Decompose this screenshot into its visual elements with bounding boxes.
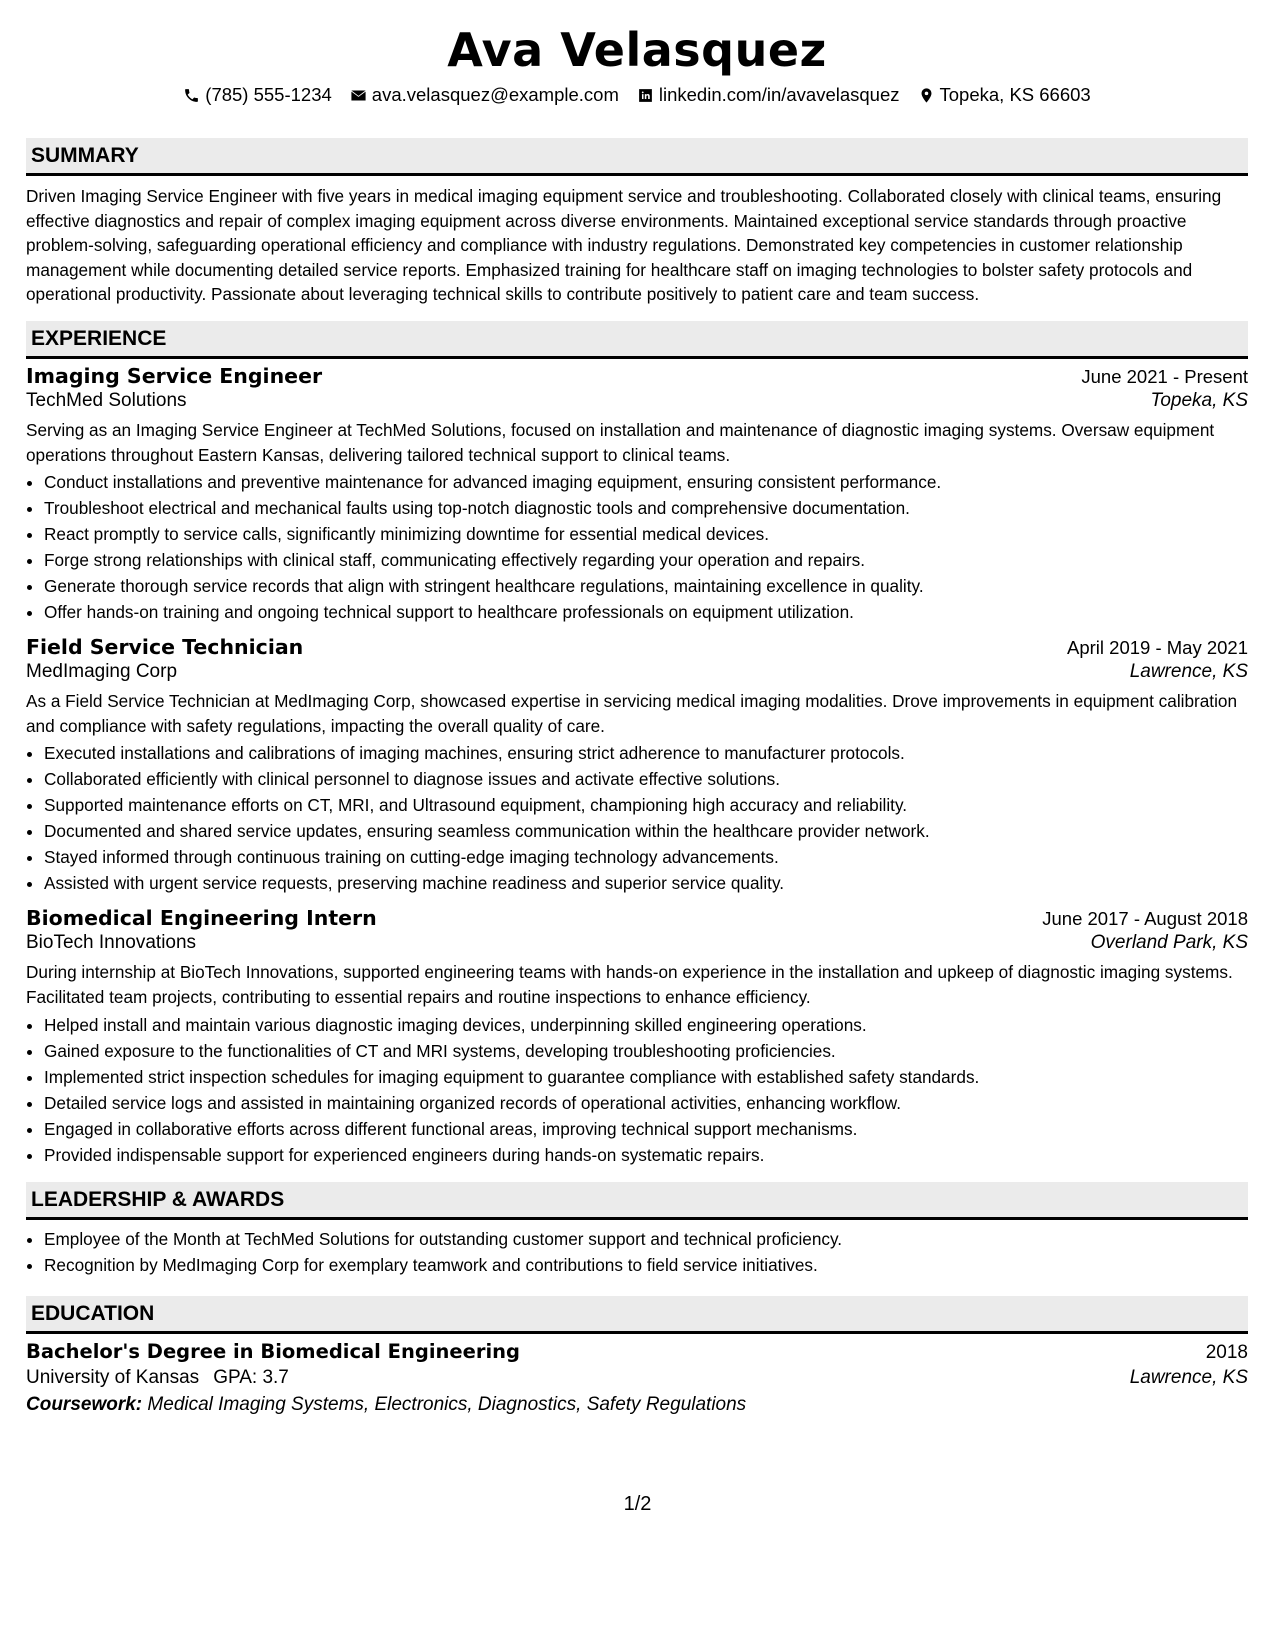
candidate-name: Ava Velasquez <box>447 23 827 77</box>
list-item: • Engaged in collaborative efforts across different functional areas, improving technical support mechanisms. <box>44 1116 1248 1142</box>
map-pin-icon <box>918 87 935 104</box>
list-item: • Offer hands-on training and ongoing technical support to healthcare professionals on equipment utilization. <box>44 599 1248 625</box>
education-section <box>26 1296 1248 1416</box>
summary-text: Driven Imaging Service Engineer with five years in medical imaging equipment service and troubleshooting. Collaborated closely with clinical teams, ensuring effective diagnostics and repair of complex imaging equipment across diverse environments. Maintained exceptional service standards through proactive problem-solving, safeguarding operational efficiency and compliance with industry regulations. Demonstrated key competencies in customer relationship management while documenting detailed service reports. Emphasized training for healthcare staff on imaging technologies to bolster safety protocols and operational productivity. Passionate about leveraging technical skills to contribute positively to patient care and team success. <box>26 186 1222 305</box>
job-company: MedImaging Corp <box>26 661 178 683</box>
page-number: 1/2 <box>623 1493 652 1515</box>
job-description: Serving as an Imaging Service Engineer at TechMed Solutions, focused on installation and maintenance of diagnostic imaging systems. Oversaw equipment operations throughout Eastern Kansas, delivering tailored technical support to clinical teams. <box>26 419 1215 465</box>
coursework-text: Medical Imaging Systems, Electronics, Diagnostics, Safety Regulations <box>147 1393 747 1415</box>
job-title: Field Service Technician <box>26 635 304 660</box>
education-year: 2018 <box>1205 1341 1248 1363</box>
job-head <box>26 906 1248 930</box>
list-item: • Implemented strict inspection schedules for imaging equipment to guarantee compliance with established safety standards. <box>44 1064 1248 1090</box>
list-item: • Stayed informed through continuous training on cutting-edge imaging technology advancements. <box>44 844 1248 870</box>
job-description: During internship at BioTech Innovations, supported engineering teams with hands-on experience in the installation and upkeep of diagnostic imaging systems. Facilitated team projects, contributing to essential repairs and routine inspections to enhance efficiency. <box>26 962 1233 1007</box>
education-degree: Bachelor's Degree in Biomedical Engineering <box>26 1339 520 1363</box>
job-bullets <box>26 469 1248 625</box>
list-item: • Recognition by MedImaging Corp for exemplary teamwork and contributions to field service initiatives. <box>44 1252 1248 1278</box>
list-item: • Gained exposure to the functionalities of CT and MRI systems, developing troubleshooting proficiencies. <box>44 1038 1248 1064</box>
job-company: BioTech Innovations <box>26 932 197 954</box>
list-item: • Detailed service logs and assisted in maintaining organized records of operational activities, enhancing workflow. <box>44 1090 1248 1116</box>
job-dates: June 2021 - Present <box>1081 365 1248 387</box>
list-item: • Troubleshoot electrical and mechanical faults using top-notch diagnostic tools and comprehensive documentation. <box>44 495 1248 521</box>
job-sub <box>26 932 1248 954</box>
resume-page <box>26 0 1248 1416</box>
education-sub <box>26 1367 1248 1389</box>
phone-icon <box>183 87 200 104</box>
education-school: University of Kansas <box>26 1366 200 1388</box>
job-entry <box>26 364 1248 625</box>
envelope-icon <box>350 87 367 104</box>
education-header: EDUCATION <box>26 1296 1248 1334</box>
list-item: • React promptly to service calls, significantly minimizing downtime for essential medical devices. <box>44 521 1248 547</box>
list-item: • Generate thorough service records that align with stringent healthcare regulations, maintaining excellence in quality. <box>44 573 1248 599</box>
job-company: TechMed Solutions <box>26 389 187 411</box>
education-head <box>26 1340 1248 1364</box>
phone-text: (785) 555-1234 <box>205 84 332 105</box>
experience-header: EXPERIENCE <box>26 321 1248 359</box>
job-title: Imaging Service Engineer <box>26 363 323 388</box>
list-item: • Collaborated efficiently with clinical personnel to diagnose issues and activate effective solutions. <box>44 766 1248 792</box>
job-dates: April 2019 - May 2021 <box>1067 637 1248 659</box>
experience-section <box>26 321 1248 1168</box>
list-item: • Employee of the Month at TechMed Solutions for outstanding customer support and technical proficiency. <box>44 1226 1248 1252</box>
location-text: Topeka, KS 66603 <box>939 84 1091 105</box>
job-location: Lawrence, KS <box>1129 661 1248 683</box>
job-head <box>26 364 1248 388</box>
contact-email[interactable] <box>350 82 619 108</box>
list-item: • Documented and shared service updates, ensuring seamless communication within the healthcare provider network. <box>44 818 1248 844</box>
summary-section <box>26 138 1248 307</box>
list-item: • Helped install and maintain various diagnostic imaging devices, underpinning skilled engineering operations. <box>44 1012 1248 1038</box>
contact-location <box>918 82 1091 108</box>
list-item: • Conduct installations and preventive maintenance for advanced imaging equipment, ensuring consistent performance. <box>44 469 1248 495</box>
job-sub <box>26 661 1248 683</box>
coursework-label: Coursework: <box>26 1393 143 1415</box>
email-text: ava.velasquez@example.com <box>371 84 619 105</box>
job-bullets <box>26 740 1248 896</box>
linkedin-text: linkedin.com/in/avavelasquez <box>658 84 900 105</box>
contact-bar <box>26 82 1248 108</box>
job-location: Overland Park, KS <box>1090 932 1248 954</box>
education-gpa: GPA: 3.7 <box>213 1366 289 1388</box>
contact-linkedin[interactable] <box>637 82 900 108</box>
list-item: • Forge strong relationships with clinical staff, communicating effectively regarding your operation and repairs. <box>44 547 1248 573</box>
job-head <box>26 635 1248 659</box>
linkedin-icon <box>637 87 654 104</box>
job-title: Biomedical Engineering Intern <box>26 906 377 931</box>
education-location: Lawrence, KS <box>1129 1366 1248 1388</box>
list-item: • Provided indispensable support for experienced engineers during hands-on systematic repairs. <box>44 1142 1248 1168</box>
list-item: • Supported maintenance efforts on CT, MRI, and Ultrasound equipment, championing high accuracy and reliability. <box>44 792 1248 818</box>
job-bullets <box>26 1012 1248 1168</box>
awards-list <box>26 1226 1248 1278</box>
list-item: • Assisted with urgent service requests, preserving machine readiness and superior service quality. <box>44 870 1248 896</box>
education-coursework <box>26 1394 1248 1416</box>
education-school-line <box>26 1367 289 1389</box>
contact-phone[interactable] <box>183 82 332 108</box>
summary-header: SUMMARY <box>26 138 1248 176</box>
awards-header: LEADERSHIP & AWARDS <box>26 1182 1248 1220</box>
list-item: • Executed installations and calibrations of imaging machines, ensuring strict adherence to manufacturer protocols. <box>44 740 1248 766</box>
awards-section <box>26 1182 1248 1278</box>
job-dates: June 2017 - August 2018 <box>1042 908 1248 930</box>
job-location: Topeka, KS <box>1150 389 1248 411</box>
job-entry <box>26 906 1248 1167</box>
job-description: As a Field Service Technician at MedImaging Corp, showcased expertise in servicing medical imaging modalities. Drove improvements in equipment calibration and compliance with safety regulations, impacting the overall quality of care. <box>26 691 1238 736</box>
job-entry <box>26 635 1248 896</box>
job-sub <box>26 390 1248 412</box>
